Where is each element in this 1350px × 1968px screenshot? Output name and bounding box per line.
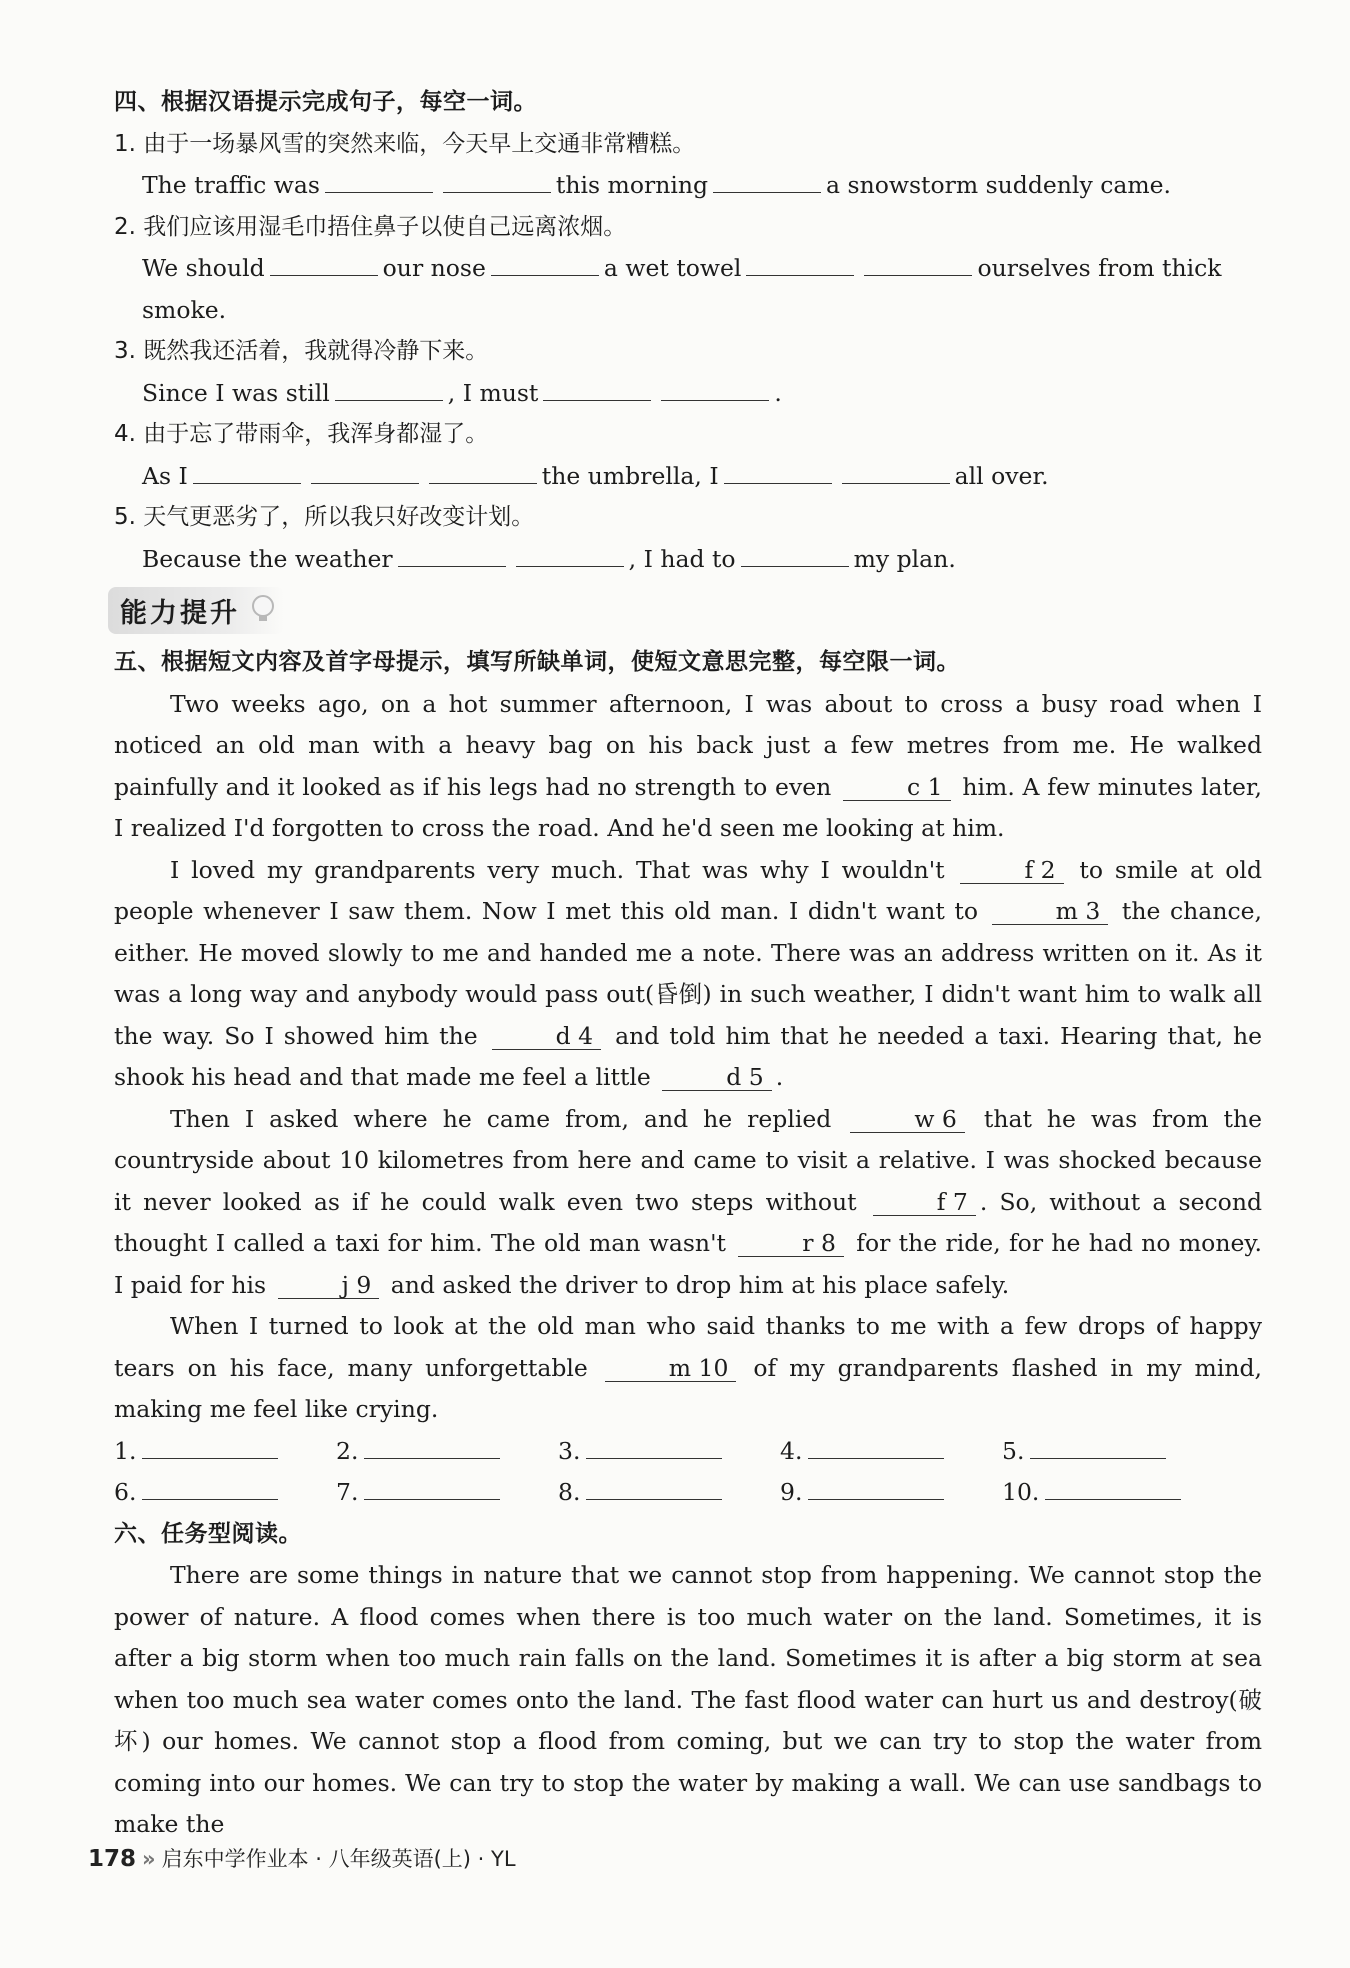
answer-row-2 xyxy=(114,1472,1262,1514)
double-chevron-icon: » xyxy=(142,1847,156,1871)
section-6-title: 六、任务型阅读。 xyxy=(114,1520,302,1547)
answer-blank[interactable] xyxy=(398,540,506,567)
answer-blank[interactable] xyxy=(1045,1473,1181,1500)
lightbulb-icon xyxy=(252,595,274,617)
answer-blank[interactable] xyxy=(724,457,832,484)
answer-blank[interactable] xyxy=(586,1432,722,1459)
answer-cell: 8. xyxy=(558,1472,780,1514)
gap-1[interactable]: c 1 xyxy=(843,774,951,801)
q5-chinese: 5. 天气更恶劣了，所以我只好改变计划。 xyxy=(114,504,535,530)
answer-blank[interactable] xyxy=(1030,1432,1166,1459)
answer-blank[interactable] xyxy=(429,457,537,484)
q3-chinese: 3. 既然我还活着，我就得冷静下来。 xyxy=(114,338,489,364)
answer-blank[interactable] xyxy=(842,457,950,484)
page-footer xyxy=(88,1843,516,1873)
answer-cell: 9. xyxy=(780,1472,1002,1514)
answer-blank[interactable] xyxy=(543,374,651,401)
answer-blank[interactable] xyxy=(335,374,443,401)
answer-blank[interactable] xyxy=(741,540,849,567)
q3-english: Since I was still , I must . xyxy=(114,373,1262,415)
q1-chinese: 1. 由于一场暴风雪的突然来临，今天早上交通非常糟糕。 xyxy=(114,130,696,157)
answer-cell: 2. xyxy=(336,1431,558,1473)
answer-blank[interactable] xyxy=(193,457,301,484)
answer-cell: 10. xyxy=(1002,1472,1224,1514)
answer-blank[interactable] xyxy=(713,166,821,193)
answer-cell: 3. xyxy=(558,1431,780,1473)
badge-label: 能力提升 xyxy=(120,597,240,629)
answer-cell: 7. xyxy=(336,1472,558,1514)
answer-blank[interactable] xyxy=(325,166,433,193)
ability-badge xyxy=(108,587,284,634)
answer-blank[interactable] xyxy=(491,249,599,276)
q1-english: The traffic was this morning a snowstorm suddenly came. xyxy=(114,165,1262,207)
q4-chinese: 4. 由于忘了带雨伞，我浑身都湿了。 xyxy=(114,421,489,447)
answer-blank[interactable] xyxy=(364,1432,500,1459)
passage-paragraph-1: Two weeks ago, on a hot summer afternoon, I was about to cross a busy road when I noticed an old man with a heavy bag on his back just a few metres from me. He walked painfully and it looked as if his legs had no strength to even c 1 him. A few minutes later, I realized I'd forgotten to cross the road. And he'd seen me looking at him. xyxy=(114,689,1262,842)
gap-2[interactable]: f 2 xyxy=(960,857,1063,884)
passage-paragraph-3: Then I asked where he came from, and he replied w 6 that he was from the countryside about 10 kilometres from here and came to visit a relative. I was shocked because it never looked as if he could walk even two steps without f 7 . So, without a second thought I called a taxi for him. The old man wasn't r 8 for the ride, for he had no money. I paid for his j 9 and asked the driver to drop him at his place safely. xyxy=(114,1104,1263,1299)
gap-7[interactable]: f 7 xyxy=(873,1189,976,1216)
gap-6[interactable]: w 6 xyxy=(850,1106,965,1133)
q2-chinese: 2. 我们应该用湿毛巾捂住鼻子以使自己远离浓烟。 xyxy=(114,213,627,240)
answer-blank[interactable] xyxy=(311,457,419,484)
answer-blank[interactable] xyxy=(808,1473,944,1500)
answer-blank[interactable] xyxy=(364,1473,500,1500)
answer-blank[interactable] xyxy=(808,1432,944,1459)
answer-cell: 5. xyxy=(1002,1431,1224,1473)
gap-8[interactable]: r 8 xyxy=(738,1230,844,1257)
answer-cell: 4. xyxy=(780,1431,1002,1473)
answer-cell: 1. xyxy=(114,1431,336,1473)
gap-3[interactable]: m 3 xyxy=(992,898,1109,925)
gap-4[interactable]: d 4 xyxy=(492,1023,601,1050)
reading-passage: There are some things in nature that we cannot stop from happening. We cannot stop the power of nature. A flood comes when there is too much water on the land. Sometimes, it is after a big storm when too much rain falls on the land. Sometimes it is after a big storm at sea when too much sea water comes onto the land. The fast flood water can hurt us and destroy(破坏) our homes. We cannot stop a flood from coming, but we can try to stop the water from coming into our homes. We can try to stop the water by making a wall. We can use sandbags to make the xyxy=(114,1561,1262,1838)
q4-english: As I the umbrella, I all over. xyxy=(114,456,1262,498)
answer-blank[interactable] xyxy=(586,1473,722,1500)
answer-blank[interactable] xyxy=(516,540,624,567)
answer-blank[interactable] xyxy=(142,1473,278,1500)
answer-blank[interactable] xyxy=(746,249,854,276)
answer-blank[interactable] xyxy=(270,249,378,276)
gap-5[interactable]: d 5 xyxy=(662,1064,771,1091)
q2-english-cont: smoke. xyxy=(142,295,227,324)
answer-blank[interactable] xyxy=(443,166,551,193)
section-4-title: 四、根据汉语提示完成句子，每空一词。 xyxy=(114,89,537,115)
answer-blank[interactable] xyxy=(142,1432,278,1459)
answer-cell: 6. xyxy=(114,1472,336,1514)
passage-paragraph-2: I loved my grandparents very much. That was why I wouldn't f 2 to smile at old people whenever I saw them. Now I met this old man. I didn't want to m 3 the chance, either. He moved slowly to me and handed me a note. There was an address written on it. As it was a long way and anybody would pass out(昏倒) in such weather, I didn't want him to walk all the way. So I showed him the d 4 and told him that he needed a taxi. Hearing that, he shook his head and that made me feel a little d 5 . xyxy=(114,855,1262,1091)
answer-blank[interactable] xyxy=(864,249,972,276)
answer-blank[interactable] xyxy=(661,374,769,401)
passage-paragraph-4: When I turned to look at the old man who said thanks to me with a few drops of happy tears on his face, many unforgettable m 10 of my grandparents flashed in my mind, making me feel like crying. xyxy=(114,1312,1263,1423)
section-5-title: 五、根据短文内容及首字母提示，填写所缺单词，使短文意思完整，每空限一词。 xyxy=(114,649,960,675)
q2-english: We should our nose a wet towel ourselves from thick xyxy=(114,248,1262,290)
ability-badge-row xyxy=(108,582,1262,638)
book-title: 启东中学作业本 · 八年级英语(上) · YL xyxy=(161,1847,516,1871)
answer-row-1 xyxy=(114,1431,1262,1473)
page-number: 178 xyxy=(88,1846,137,1872)
q5-english: Because the weather , I had to my plan. xyxy=(114,539,1262,581)
gap-10[interactable]: m 10 xyxy=(605,1355,737,1382)
gap-9[interactable]: j 9 xyxy=(278,1272,380,1299)
